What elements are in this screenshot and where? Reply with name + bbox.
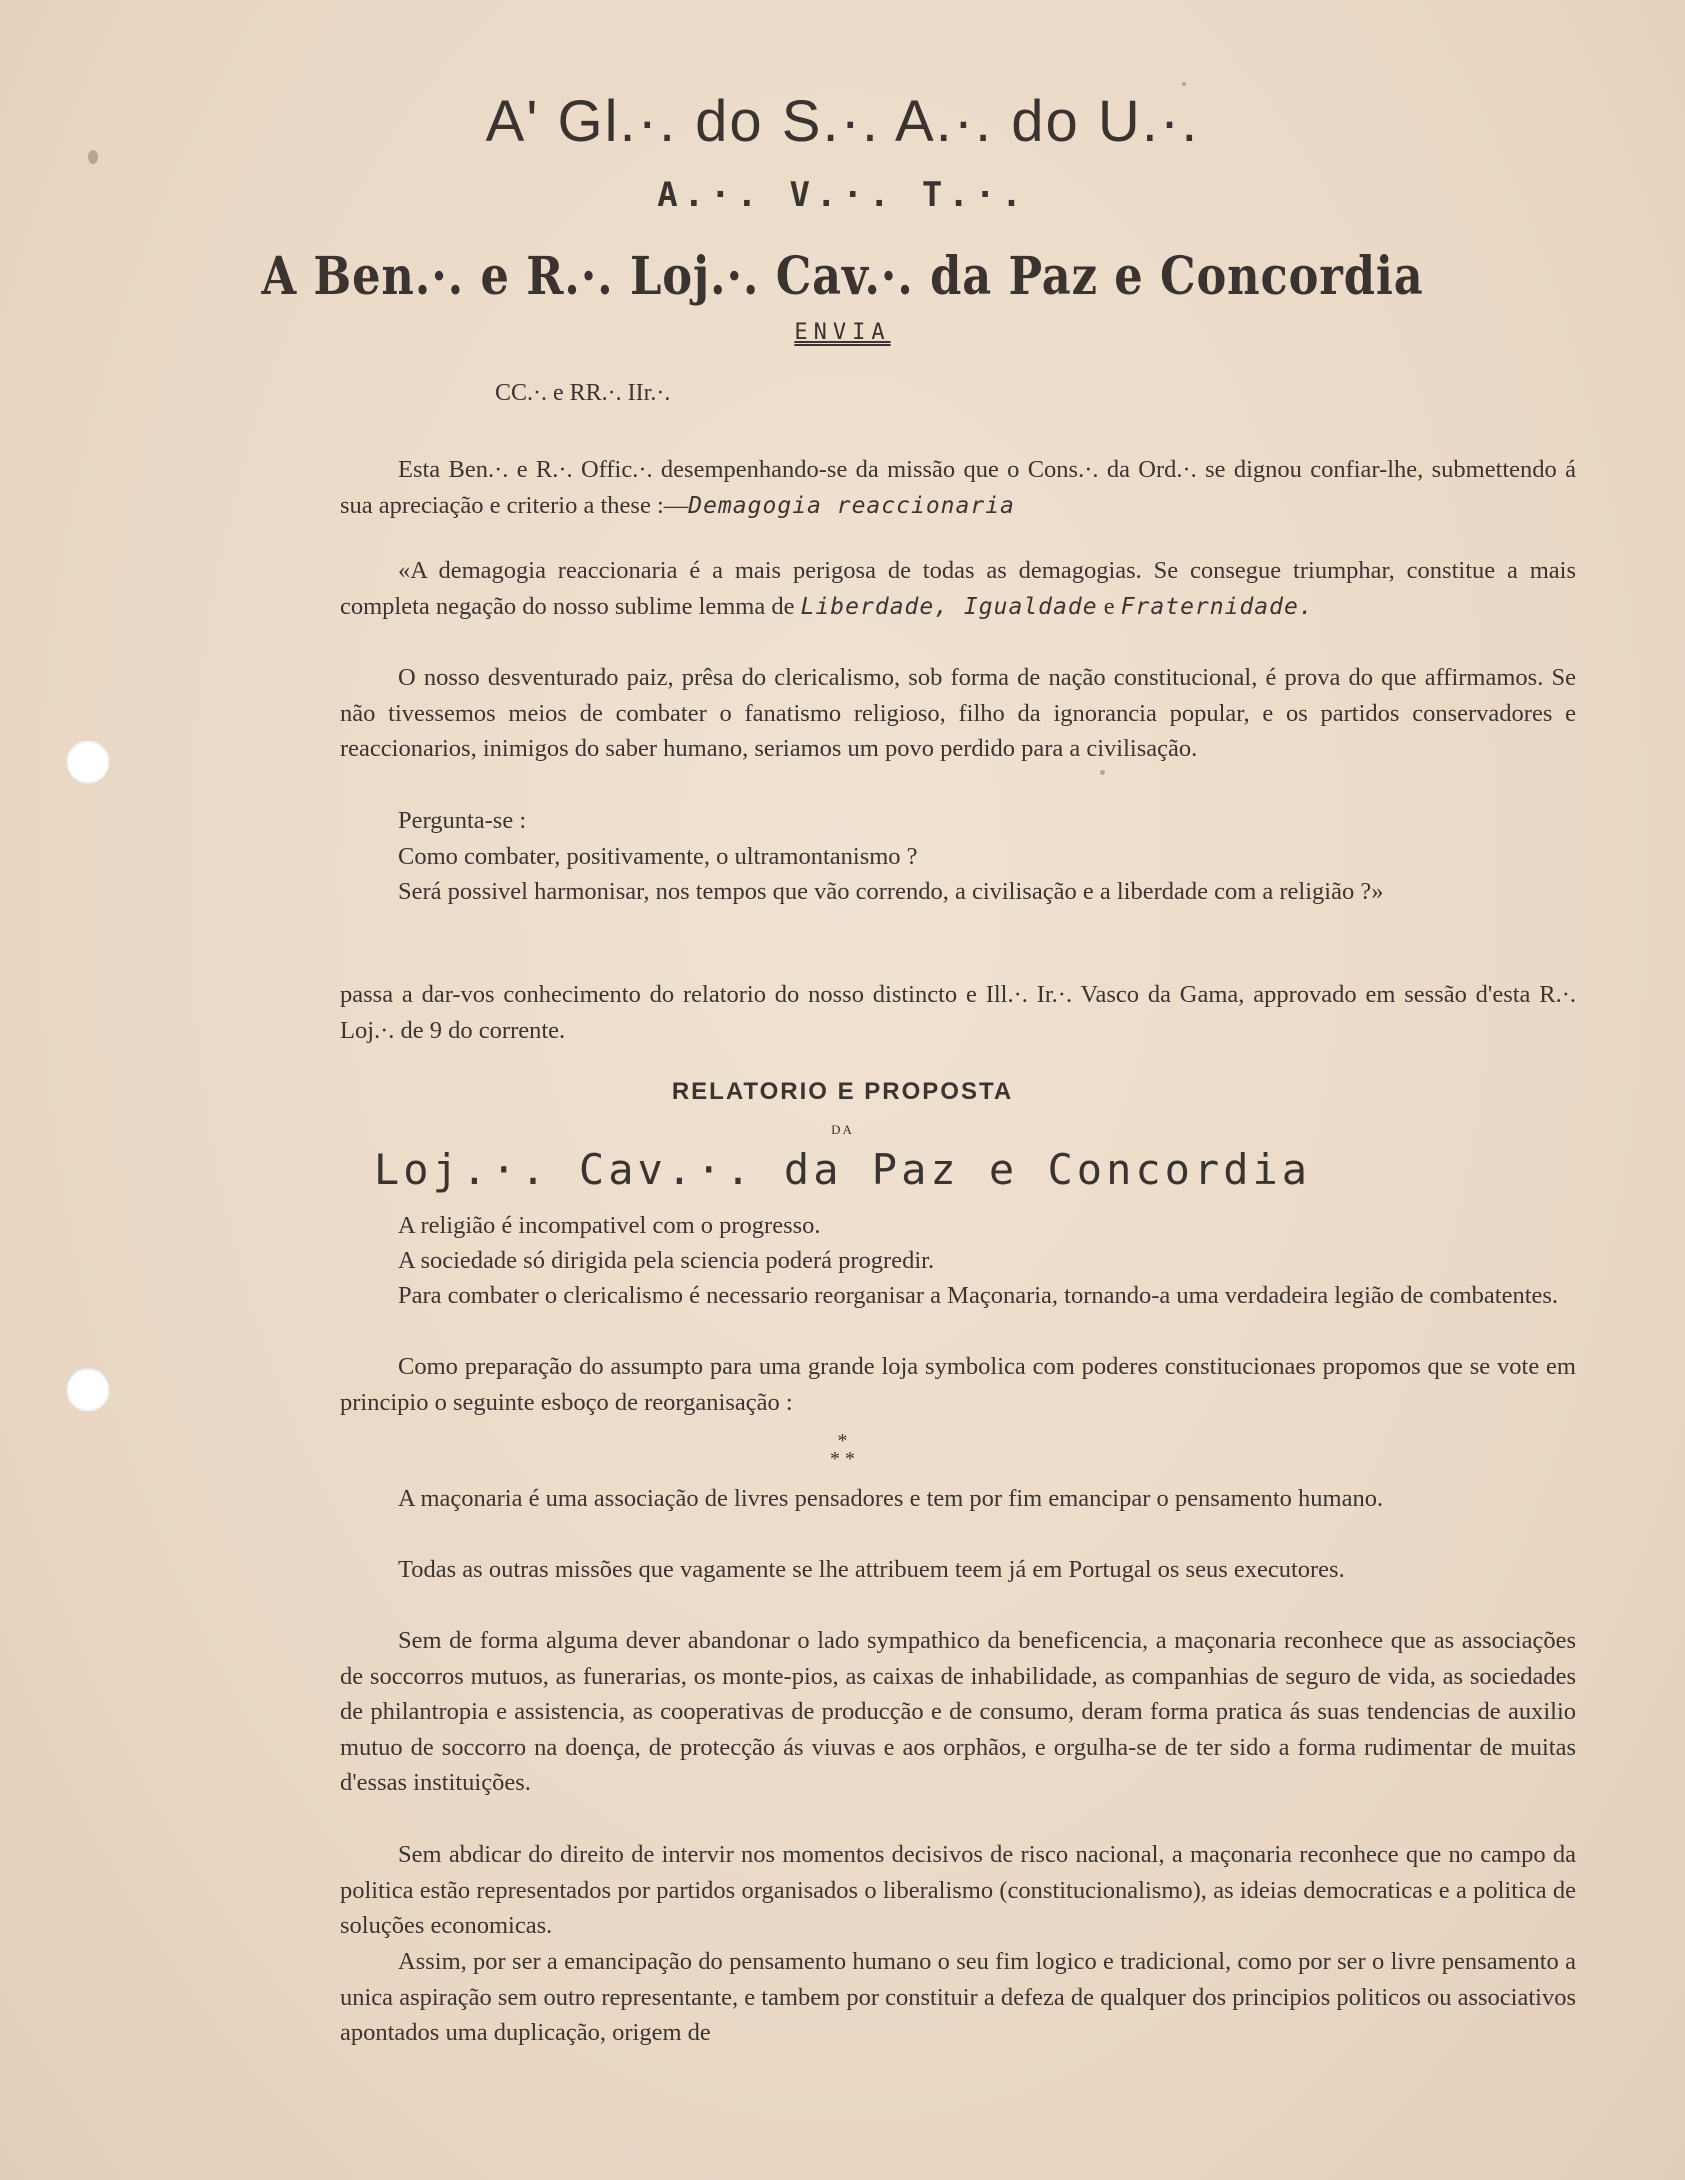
report-da: DA bbox=[831, 1122, 854, 1137]
report-title: RELATORIO E PROPOSTA bbox=[671, 1078, 1014, 1105]
closing-paragraph: passa a dar-vos conhecimento do relatorio do nosso distincto e Ill.·. Ir.·. Vasco da Gama, approvado em sessão d'esta R.·. Loj.·. de 9 do corrente. bbox=[340, 981, 1576, 1044]
quote-paragraph-4: Como combater, positivamente, o ultramontanismo ? bbox=[398, 843, 918, 870]
lodge-heading: A Ben.·. e R.·. Loj.·. Cav.·. da Paz e Concordia bbox=[261, 246, 1424, 307]
salutation: CC.·. e RR.·. IIr.·. bbox=[495, 380, 671, 406]
report-paragraph-7: Sem de forma alguma dever abandonar o lado sympathico da beneficencia, a maçonaria reconhece que as associações de soccorros mutuos, as funerarias, os monte-pios, as caixas de inhabilidade, as companhias de seguro de vida, as sociedades de philantropia e assistencia, as cooperativas de producção e de consumo, deram forma pratica ás suas tendencias de auxilio mutuo de soccorro na doença, de protecção ás viuvas e aos orphãos, e orgulha-se de ter sido a forma rudimentar de muitas d'essas instituições. bbox=[340, 1627, 1576, 1796]
paper-speck bbox=[1182, 82, 1186, 86]
quote-paragraph-5: Será possivel harmonisar, nos tempos que vão correndo, a civilisação e a liberdade com a religião ?» bbox=[398, 878, 1384, 905]
thesis-title: Demagogia reaccionaria bbox=[688, 492, 1015, 519]
motto-heading: A.·. V.·. T.·. bbox=[657, 175, 1028, 215]
report-paragraph-4: Como preparação do assumpto para uma grande loja symbolica com poderes constitucionaes propomos que se vote em principio o seguinte esboço de reorganisação : bbox=[340, 1353, 1576, 1416]
asterism: * * * bbox=[830, 1430, 855, 1470]
report-paragraph-1: A religião é incompativel com o progresso. bbox=[398, 1212, 821, 1239]
report-paragraph-8: Sem abdicar do direito de intervir nos momentos decisivos de risco nacional, a maçonaria reconhece que no campo da politica estão representados por partidos organisados o liberalismo (constitucionalismo), as ideias democraticas e a politica de soluções economicas. bbox=[340, 1841, 1576, 1939]
report-paragraph-3: Para combater o clericalismo é necessario reorganisar a Maçonaria, tornando-a uma verdadeira legião de combatentes. bbox=[398, 1282, 1559, 1309]
paper-speck bbox=[1100, 770, 1105, 775]
report-paragraph-2: A sociedade só dirigida pela sciencia poderá progredir. bbox=[398, 1247, 935, 1274]
report-paragraph-5: A maçonaria é uma associação de livres pensadores e tem por fim emancipar o pensamento humano. bbox=[398, 1485, 1384, 1512]
report-paragraph-9: Assim, por ser a emancipação do pensamento humano o seu fim logico e tradicional, como por ser o livre pensamento a unica aspiração sem outro representante, e tambem por constituir a defeza de qualquer dos principios politicos ou associativos apontados uma duplicação, origem de bbox=[340, 1948, 1576, 2046]
quote-paragraph-3: Pergunta-se : bbox=[398, 807, 527, 834]
quote-paragraph-2: O nosso desventurado paiz, prêsa do clericalismo, sob forma de nação constitucional, é prova do que affirmamos. Se não tivessemos meios de combater o fanatismo religioso, filho da ignorancia popular, e os partidos conservadores e reaccionarios, inimigos do saber humano, seriamos um povo perdido para a civilisação. bbox=[340, 664, 1576, 762]
report-lodge: Loj.·. Cav.·. da Paz e Concordia bbox=[373, 1145, 1312, 1194]
punch-hole-bottom bbox=[66, 1368, 110, 1412]
invocation-heading: A' Gl.·. do S.·. A.·. do U.·. bbox=[485, 89, 1200, 154]
intro-paragraph: Esta Ben.·. e R.·. Offic.·. desempenhando-se da missão que o Cons.·. da Ord.·. se dignou confiar-lhe, submettendo á sua apreciação e criterio a these :—Demagogia reaccionaria bbox=[340, 456, 1576, 519]
punch-hole-top bbox=[66, 740, 110, 784]
envia-heading: ENVIA bbox=[794, 320, 891, 345]
quote-paragraph-1: «A demagogia reaccionaria é a mais perigosa de todas as demagogias. Se consegue triumphar, constitue a mais completa negação do nosso sublime lemma de Liberdade, Igualdade e Fraternidade. bbox=[340, 557, 1576, 620]
report-paragraph-6: Todas as outras missões que vagamente se lhe attribuem teem já em Portugal os seus executores. bbox=[398, 1556, 1345, 1583]
